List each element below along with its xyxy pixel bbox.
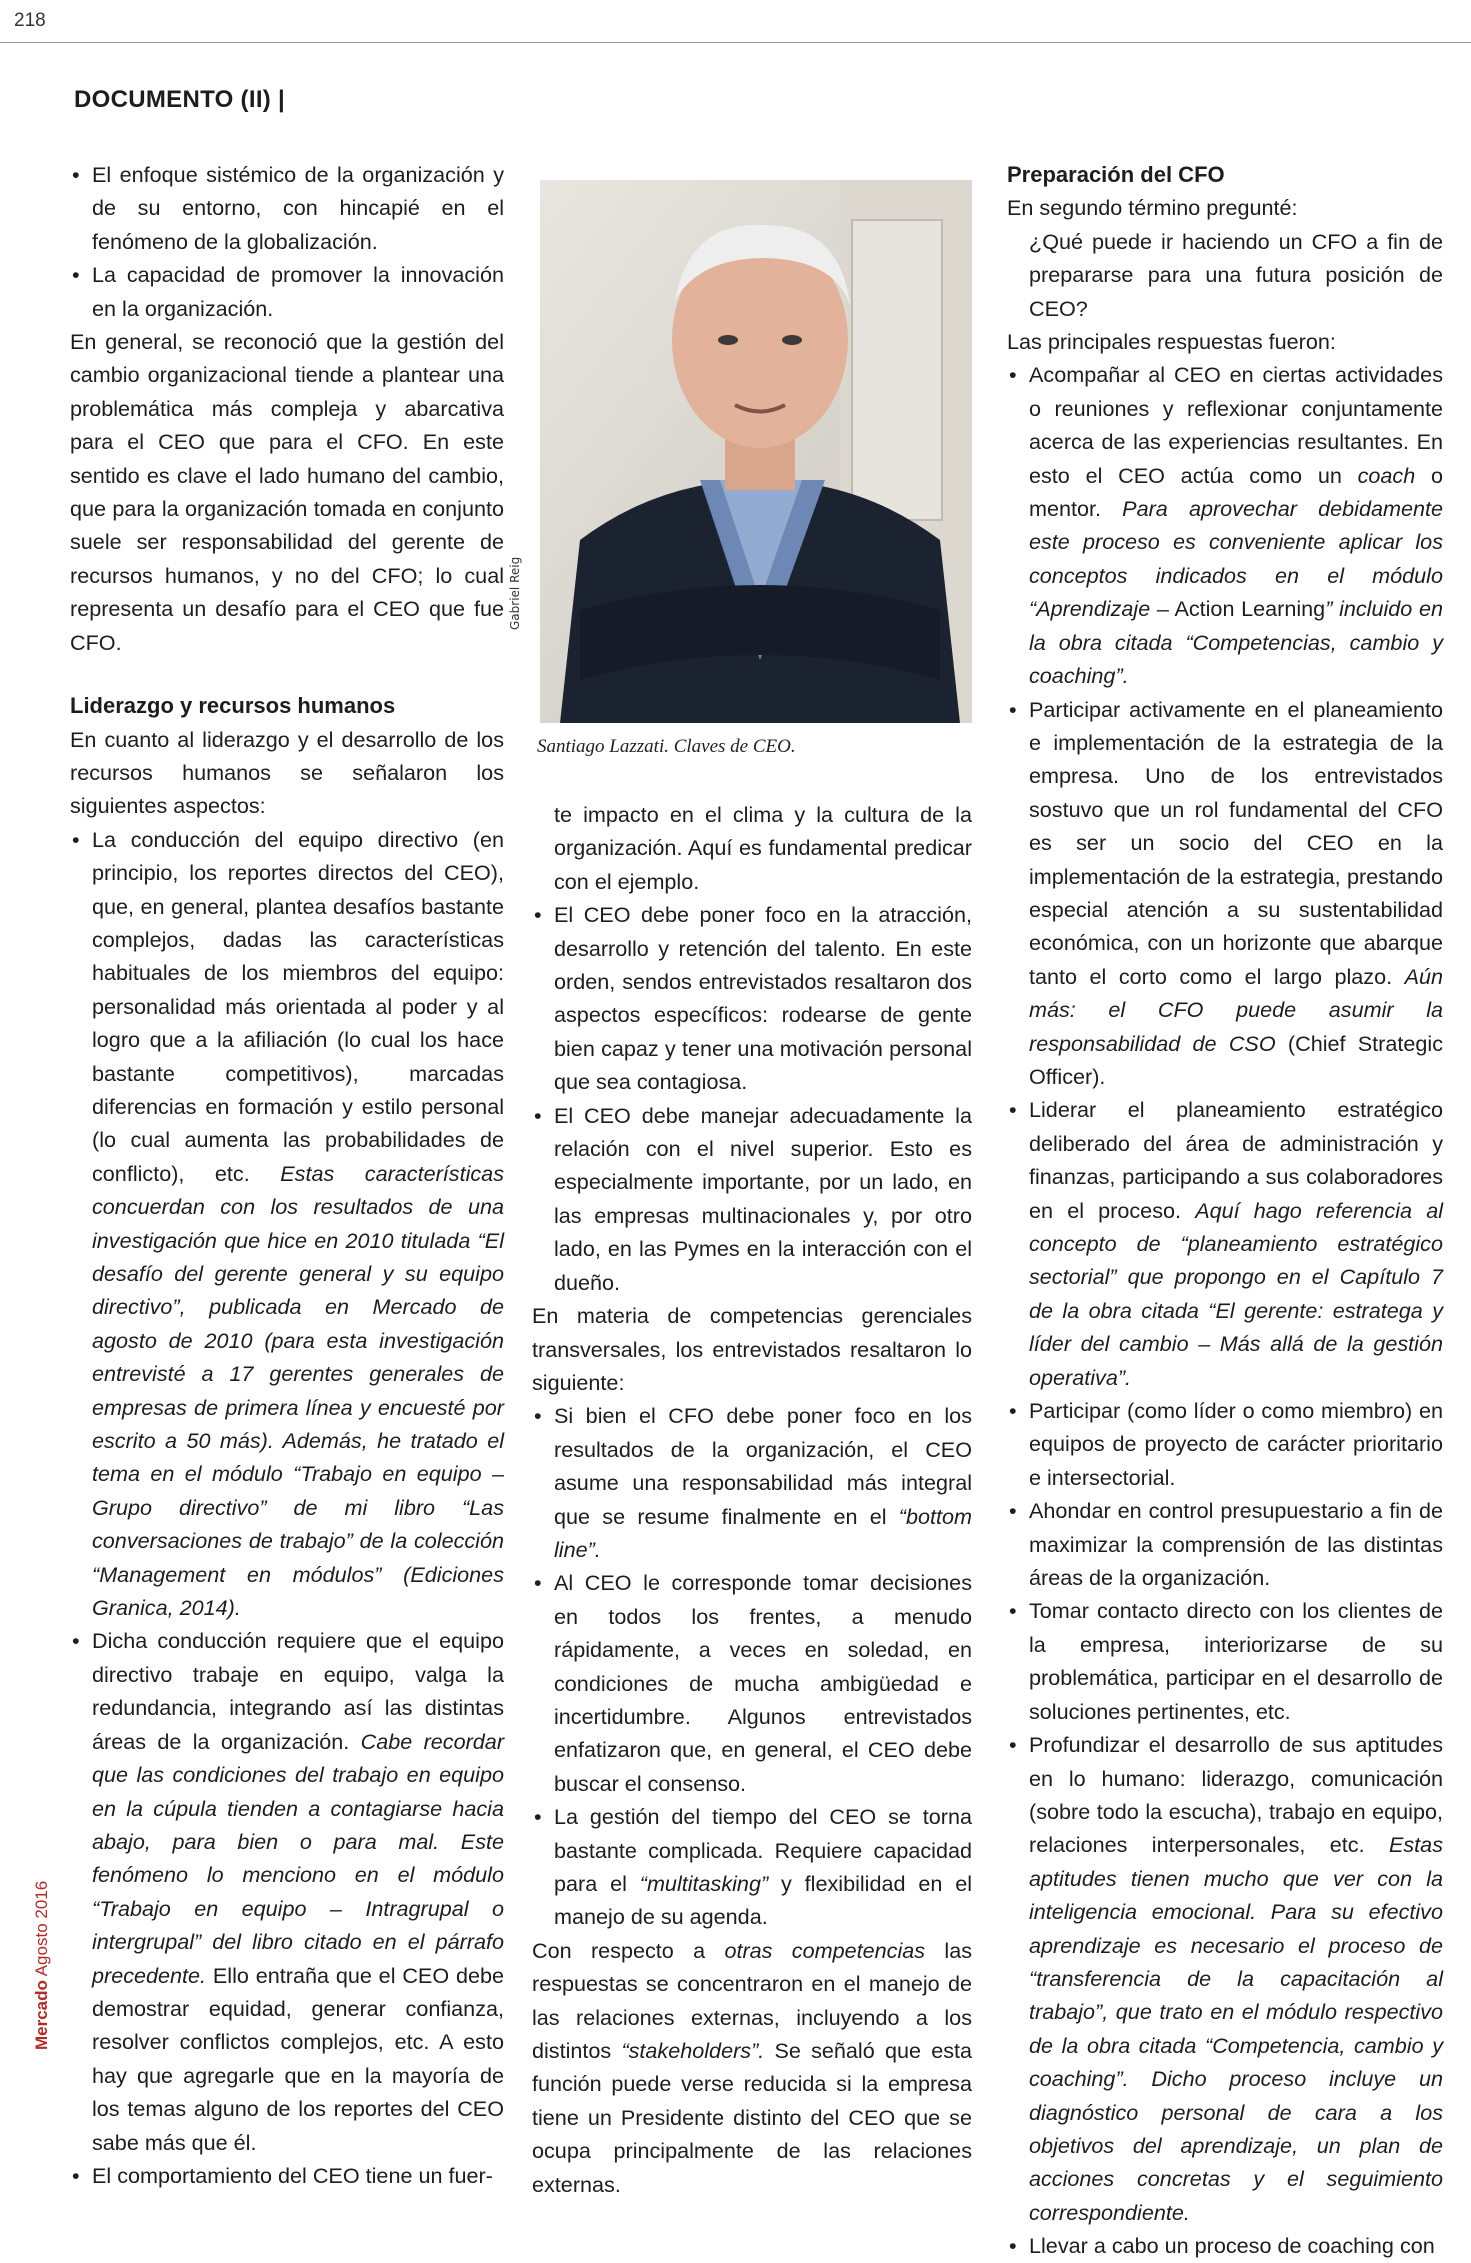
list-item-text: (Chief Strategic Officer).	[1029, 1030, 1443, 1089]
page-number: 218	[14, 10, 46, 31]
bullet-list-competencias	[532, 1399, 972, 1934]
list-item	[70, 823, 504, 1625]
list-item-text: Ello entraña que el CEO debe demostrar equidad, generar confianza, resolver conflictos complejos, etc. A esto hay que agregarle que en la mayoría de los temas alguno de los reportes del CEO sabe más que él.	[92, 1962, 504, 2155]
magazine-brand: Mercado	[32, 1980, 51, 2050]
paragraph	[532, 1934, 972, 2201]
list-item	[70, 1624, 504, 2159]
paragraph: Las principales respuestas fueron:	[1007, 329, 1336, 355]
bullet-list-top	[70, 158, 504, 325]
list-item-text: Liderar el planeamiento estratégico deliberado del área de administración y finanzas, participando a sus colaboradores en el proceso.	[1029, 1097, 1443, 1223]
list-item-italic: Estas aptitudes tienen mucho que ver con la inteligencia emocional. Para su efectivo aprendizaje es necesario el proceso de “transferencia de la capacitación al trabajo”, que trato en el módulo respectivo de la obra citada “Competencia, cambio y coaching”. Dicho proceso incluye un diagnóstico personal de cara a los objetivos del aprendizaje, un plan de acciones concretas y el seguimiento correspondiente.	[1029, 1832, 1443, 2225]
list-item-text: Profundizar el desarrollo de sus aptitudes en lo humano: liderazgo, comunicación (sobre todo la escucha), trabajo en equipo, relaciones interpersonales, etc.	[1029, 1732, 1443, 1858]
list-item: • El CEO debe manejar adecuadamente la relación con el nivel superior. Esto es especialmente importante, por un lado, en las empresas multinacionales y, por otro lado, en las Pymes en la interacción con el dueño.	[532, 1099, 972, 1299]
list-item: • Participar (como líder o como miembro) en equipos de proyecto de carácter prioritario e intersectorial.	[1007, 1394, 1443, 1494]
paragraph: En segundo término pregunté:	[1007, 195, 1298, 221]
question: ¿Qué puede ir haciendo un CFO a fin de prepararse para una futura posición de CEO?	[1029, 228, 1443, 321]
bullet-list-answers	[1007, 358, 1443, 2262]
list-item-text: La gestión del tiempo del CEO se torna bastante complicada. Requiere capacidad para el	[554, 1804, 972, 1896]
bullet-list-ceo	[532, 898, 972, 1299]
list-item-italic: Aún más: el CFO puede asumir la responsabilidad de CSO	[1029, 963, 1443, 1056]
list-item-italic: Para aprovechar debidamente este proceso es conveniente aplicar los conceptos indicados en el módulo “Aprendizaje –	[1029, 496, 1443, 622]
subheading-preparacion: Preparación del CFO	[1007, 162, 1225, 187]
photo-credit: Gabriel Reig	[508, 556, 522, 630]
magazine-side-label	[32, 1881, 52, 2050]
text-run: Se señaló que esta función puede verse reducida si la empresa tiene un Presidente distinto del CEO que se ocupa principalmente de las relaciones externas.	[532, 2038, 973, 2197]
list-item: • La capacidad de promover la innovación en la organización.	[70, 258, 504, 325]
list-item: • Al CEO le corresponde tomar decisiones en todos los frentes, a menudo rápidamente, a veces en soledad, en condiciones de mucha ambigüedad e incertidumbre. Algunos entrevistados enfatizaron que, en general, el CEO debe buscar el consenso.	[532, 1566, 972, 1800]
list-item-italic: “multitasking”	[639, 1871, 769, 1896]
section-title: DOCUMENTO (II) |	[74, 86, 286, 113]
list-item-italic: “bottom line”.	[554, 1503, 972, 1562]
list-item-text: y flexibilidad en el manejo de su agenda.	[554, 1871, 973, 1930]
list-item-text: Acompañar al CEO en ciertas actividades o reuniones y reflexionar conjuntamente acerca de las experiencias resultantes. En esto el CEO actúa como un	[1029, 362, 1443, 488]
list-item-italic: Aquí hago referencia al concepto de “planeamiento estratégico sectorial” que propongo en el Capítulo 7 de la obra citada “El gerente: estratega y líder del cambio – Más allá de la gestión operativa”.	[1029, 1197, 1443, 1390]
list-item	[1007, 693, 1443, 1094]
photo-caption: Santiago Lazzati. Claves de CEO.	[537, 736, 796, 757]
text-run: Con respecto a	[532, 1937, 706, 1963]
text-run: las respuestas se concentraron en el manejo de las relaciones externas, incluyendo a los distintos	[532, 1937, 972, 2064]
header-rule	[0, 42, 1471, 43]
paragraph-continuation: te impacto en el clima y la cultura de la organización. Aquí es fundamental predicar con el ejemplo.	[554, 802, 972, 894]
left-column	[70, 158, 504, 2192]
list-item-italic: ” incluido en la obra citada “Competencias, cambio y coaching”.	[1029, 596, 1443, 689]
list-item-text: Si bien el CFO debe poner foco en los resultados de la organización, el CEO asume una responsabilidad más integral que se resume finalmente en el	[554, 1403, 972, 1529]
paragraph: En general, se reconoció que la gestión del cambio organizacional tiende a plantear una problemática más compleja y abarcativa para el CEO que para el CFO. En este sentido es clave el lado humano del cambio, que para la organización tomada en conjunto suele ser responsabilidad del gerente de recursos humanos, y no del CFO; lo cual representa un desafío para el CEO que fue CFO.	[70, 329, 504, 655]
paragraph: En cuanto al liderazgo y el desarrollo de los recursos humanos se señalaron los siguientes aspectos:	[70, 726, 504, 819]
text-run-italic: otras competencias	[724, 1937, 926, 1963]
list-item-text: o mentor.	[1029, 462, 1444, 522]
list-item: • Tomar contacto directo con los clientes de la empresa, interiorizarse de su problemática, participar en el desarrollo de soluciones pertinentes, etc.	[1007, 1594, 1443, 1728]
list-item-text: Participar activamente en el planeamiento e implementación de la estrategia de la empresa. Uno de los entrevistados sostuvo que un rol fundamental del CFO es ser un socio del CEO en la implementación de la estrategia, prestando especial atención a su sustentabilidad económica, con un horizonte que abarque tanto el corto como el largo plazo.	[1029, 696, 1443, 989]
subheading-liderazgo: Liderazgo y recursos humanos	[70, 693, 396, 719]
list-item: • El comportamiento del CEO tiene un fuer-	[70, 2159, 504, 2192]
right-column	[1007, 158, 1443, 2263]
list-item-text: La conducción del equipo directivo (en principio, los reportes directos del CEO), que, en general, plantea desafíos bastante complejos, dadas las características habituales de los miembros del equipo: personalidad más orientada al poder y al logro que a la afiliación (lo cual los hace bastante competitivos), marcadas diferencias en formación y estilo personal (lo cual aumenta las probabilidades de conflicto), etc.	[92, 826, 504, 1186]
list-item	[532, 1800, 972, 1934]
list-item-text: Action Learning	[1174, 596, 1326, 622]
middle-column	[532, 798, 972, 2201]
list-item	[1007, 1093, 1443, 1394]
list-item: • El enfoque sistémico de la organización y de su entorno, con hincapié en el fenómeno de la globalización.	[70, 158, 504, 258]
list-item	[1007, 1728, 1443, 2229]
list-item-text: Dicha conducción requiere que el equipo directivo trabaje en equipo, valga la redundancia, integrando así las distintas áreas de la organización.	[92, 1628, 504, 1754]
list-item-italic: Estas características concuerdan con los resultados de una investigación que hice en 2010 titulada “El desafío del gerente general y su equipo directivo”, publicada en Mercado de agosto de 2010 (para esta investigación entrevisté a 17 gerentes generales de empresas de primera línea y encuesté por escrito a 50 más). Además, he tratado el tema en el módulo “Trabajo en equipo – Grupo directivo” de mi libro “Las conversaciones de trabajo” de la colección “Management en módulos” (Ediciones Granica, 2014).	[92, 1160, 504, 1621]
list-item	[1007, 358, 1443, 692]
issue-date: Agosto 2016	[32, 1880, 51, 1977]
list-item-italic: Cabe recordar que las condiciones del trabajo en equipo en la cúpula tienden a contagiarse hacia abajo, para bien o para mal. Este fenómeno lo menciono en el módulo “Trabajo en equipo – Intragrupal o intergrupal” del libro citado en el párrafo precedente.	[92, 1728, 505, 1988]
list-item: • Llevar a cabo un proceso de coaching con	[1007, 2229, 1443, 2262]
bullet-list-liderazgo	[70, 823, 504, 2193]
portrait-photo	[540, 180, 972, 723]
text-run-italic: “stakeholders”.	[621, 2038, 765, 2064]
list-item-italic: coach	[1357, 462, 1416, 488]
list-item: • El CEO debe poner foco en la atracción, desarrollo y retención del talento. En este orden, sendos entrevistados resaltaron dos aspectos específicos: rodearse de gente bien capaz y tener una motivación personal que sea contagiosa.	[532, 898, 972, 1098]
list-item	[532, 1399, 972, 1566]
paragraph: En materia de competencias gerenciales transversales, los entrevistados resaltaron lo siguiente:	[532, 1303, 972, 1395]
list-item: • Ahondar en control presupuestario a fin de maximizar la comprensión de las distintas áreas de la organización.	[1007, 1494, 1443, 1594]
